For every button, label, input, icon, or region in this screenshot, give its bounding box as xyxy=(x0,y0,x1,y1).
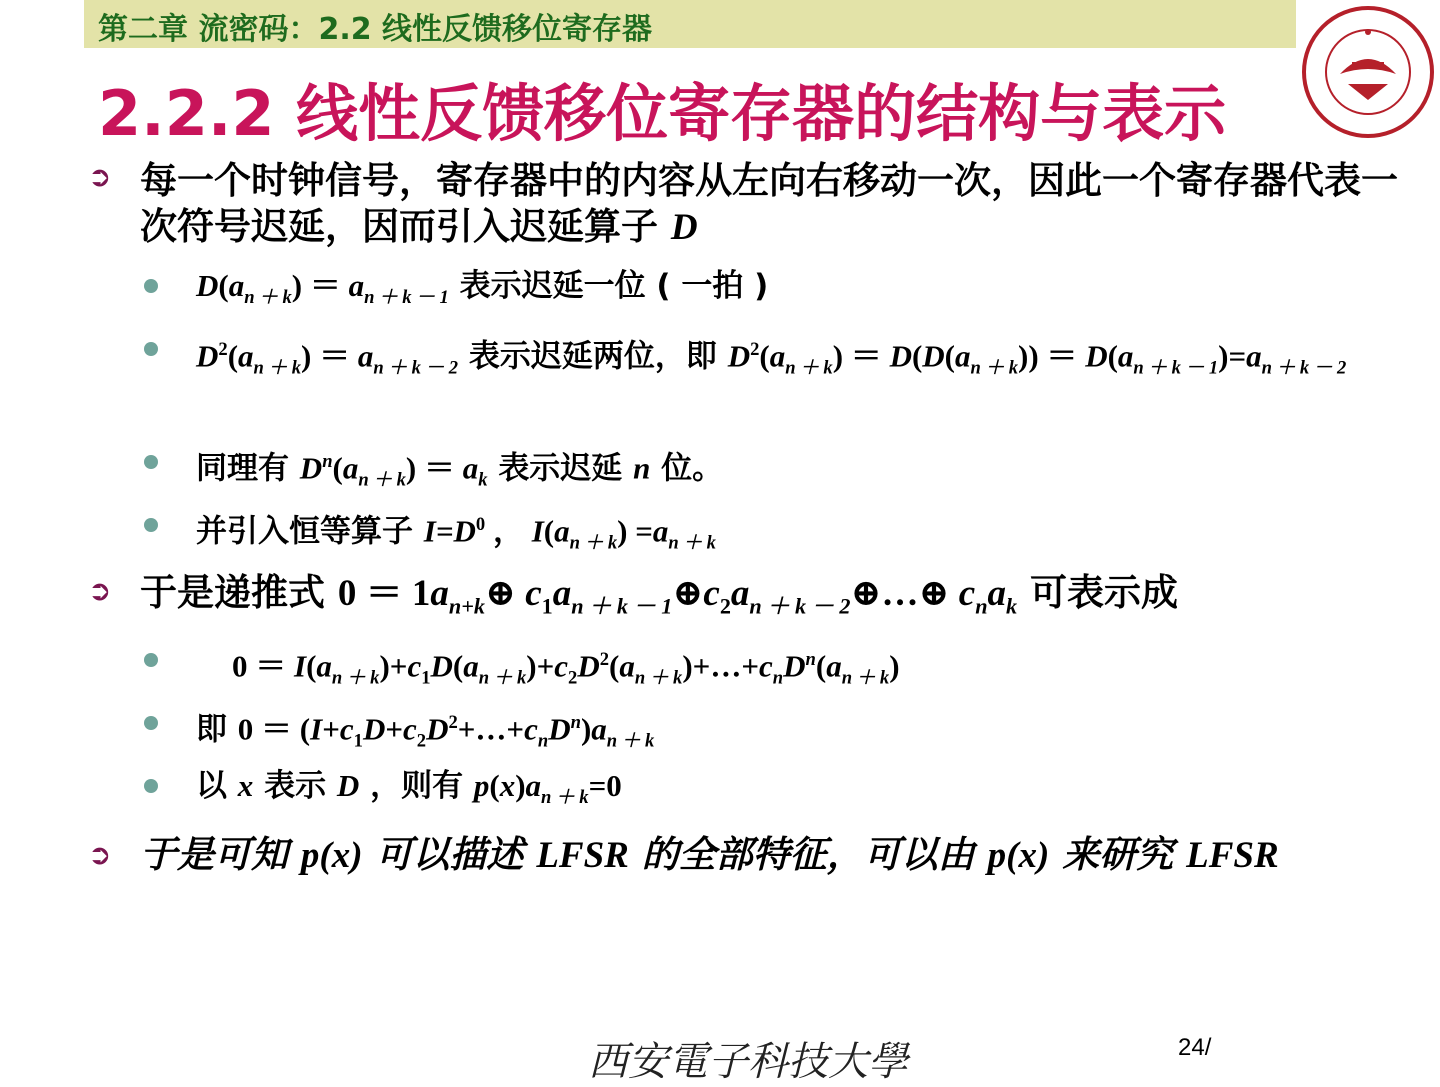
symbol-d: D xyxy=(670,207,698,248)
sub-bullet-3: 同理有 $D^n(a_{n + k}) = a_k$ 表示迟延 n 位。 xyxy=(196,450,724,491)
dot-bullet-icon xyxy=(144,779,158,793)
sub-text: 表示迟延两位，即 xyxy=(468,338,717,375)
sub-bullet-5: $0 = I(a_{n + k})+c_1D(a_{n + k})+c_2D^2(a_{n + k})+\dots+c_nD^n(a_{n + k})$ xyxy=(232,648,900,689)
dot-bullet-icon xyxy=(144,653,158,667)
dot-bullet-icon xyxy=(144,279,158,293)
dot-bullet-icon xyxy=(144,716,158,730)
dot-bullet-icon xyxy=(144,342,158,356)
sub-bullet-2: $D^2(a_{n + k}) = a_{n + k - 2}$ 表示迟延两位，即 $D^2(a_{n + k}) = D(D(a_{n + k})) = D(a_{n + k - 1})=a_{n + k - 2}$ xyxy=(196,338,1347,379)
bullet-recurrence: 于是递推式 $0 = 1a_{n+k}\oplus$ $c_1a_{n + k - 1}\oplus c_2a_{n + k - 2}\oplus\dots\oplus$ $c_na_k$ 可表示成 xyxy=(140,571,1179,619)
bullet-conclusion: 于是可知 p(x) 可以描述 LFSR 的全部特征，可以由 p(x) 来研究 LFSR xyxy=(140,833,1279,876)
slide-title: 2.2.2 线性反馈移位寄存器的结构与表示 xyxy=(98,77,1227,150)
university-seal-logo xyxy=(1300,4,1436,140)
dot-bullet-icon xyxy=(144,518,158,532)
chapter-title: 第二章 流密码：2.2 线性反馈移位寄存器 xyxy=(98,12,653,47)
sub-bullet-4: 并引入恒等算子 $I=D^0$ ， $I(a_{n + k}) =a_{n + k}$ xyxy=(196,513,716,554)
footer-university-logo: 西安電子科技大學 xyxy=(588,1039,908,1085)
sub-bullet-1: $D(a_{n + k}) = a_{n + k - 1}$ 表示迟延一位 ( 一拍 ) xyxy=(196,268,769,309)
arrow-bullet-icon: ➲ xyxy=(88,160,112,193)
dot-bullet-icon xyxy=(144,455,158,469)
arrow-bullet-icon: ➲ xyxy=(88,574,112,607)
bullet-delay-operator xyxy=(140,158,1400,251)
sub-bullet-6: 即 $0 = (I+c_1D+c_2D^2+\dots+c_nD^n)a_{n + k}$ xyxy=(196,711,655,752)
page-number: 24/ xyxy=(1178,1034,1212,1061)
bullet-text: 每一个时钟信号，寄存器中的内容从左向右移动一次，因此一个寄存器代表一次符号迟延，因而引入迟延算子 xyxy=(140,159,1398,248)
arrow-bullet-icon: ➲ xyxy=(88,838,112,871)
sub-text: 表示迟延一位 ( 一拍 ) xyxy=(459,268,769,304)
sub-bullet-7: 以 x 表示 D ，则有 $p(x)a_{n + k}=0$ xyxy=(196,768,622,809)
